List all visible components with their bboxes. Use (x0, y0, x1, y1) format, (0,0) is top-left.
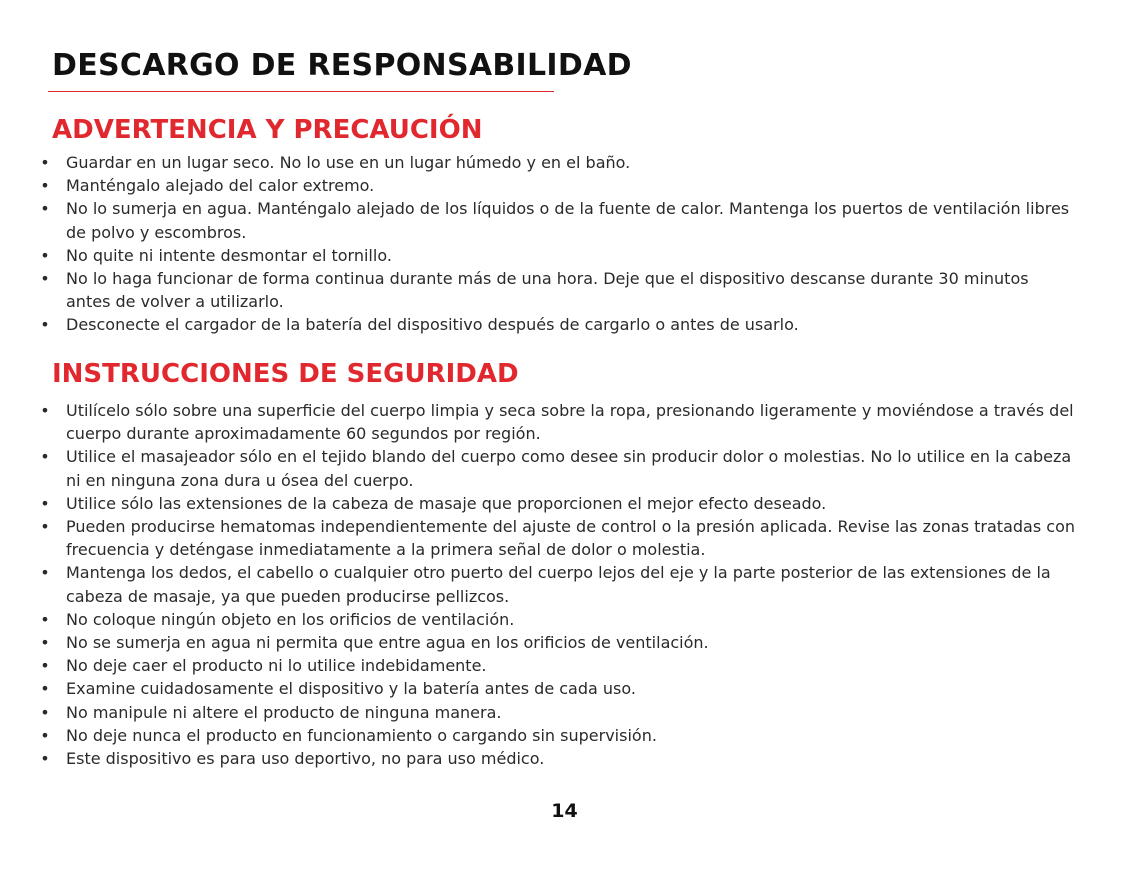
page-number: 14 (551, 800, 578, 822)
bullet-icon: • (40, 401, 50, 420)
bullet-icon: • (40, 315, 50, 335)
list-item (36, 445, 1076, 491)
safety-list (36, 399, 1076, 770)
list-item (36, 515, 1076, 561)
list-item (36, 151, 1076, 174)
list-item-text: No deje caer el producto ni lo utilice indebidamente. (66, 656, 487, 676)
list-item-text: Manténgalo alejado del calor extremo. (66, 176, 375, 196)
list-item (36, 492, 1076, 515)
list-item (36, 747, 1076, 770)
list-item-text: No deje nunca el producto en funcionamiento o cargando sin supervisión. (66, 725, 657, 745)
bullet-icon: • (40, 563, 50, 583)
list-item-text: Examine cuidadosamente el dispositivo y la batería antes de cada uso. (66, 679, 636, 699)
list-item (36, 701, 1076, 724)
list-item (36, 313, 1076, 336)
list-item (36, 174, 1076, 197)
list-item-text: No manipule ni altere el producto de ninguna manera. (66, 702, 502, 722)
list-item-text: No coloque ningún objeto en los orificios de ventilación. (66, 609, 515, 629)
bullet-icon: • (40, 725, 50, 745)
bullet-icon: • (40, 199, 50, 219)
list-item-text: Utilícelo sólo sobre una superficie del cuerpo limpia y seca sobre la ropa, presionando ligeramente y moviéndose a través del cuerpo durante aproximadamente 60 segundos por región. (66, 401, 1074, 444)
list-item (36, 724, 1076, 747)
warning-list (36, 151, 1076, 337)
list-item (36, 561, 1076, 607)
list-item-text: Utilice sólo las extensiones de la cabeza de masaje que proporcionen el mejor efecto deseado. (66, 493, 827, 513)
section-heading-warning: ADVERTENCIA Y PRECAUCIÓN (52, 115, 483, 145)
list-item-text: No lo sumerja en agua. Manténgalo alejado de los líquidos o de la fuente de calor. Mantenga los puertos de ventilación libres de polvo y escombros. (66, 199, 1070, 242)
section-heading-safety: INSTRUCCIONES DE SEGURIDAD (52, 359, 519, 389)
list-item (36, 244, 1076, 267)
list-item-text: Desconecte el cargador de la batería del dispositivo después de cargarlo o antes de usarlo. (66, 315, 799, 335)
page-title: DESCARGO DE RESPONSABILIDAD (52, 48, 632, 83)
list-item-text: No se sumerja en agua ni permita que entre agua en los orificios de ventilación. (66, 633, 709, 653)
bullet-icon: • (40, 633, 50, 653)
list-item (36, 677, 1076, 700)
bullet-icon: • (40, 679, 50, 699)
bullet-icon: • (40, 702, 50, 722)
bullet-icon: • (40, 749, 50, 769)
bullet-icon: • (40, 176, 50, 196)
list-item-text: Este dispositivo es para uso deportivo, no para uso médico. (66, 749, 545, 769)
list-item-text: Pueden producirse hematomas independientemente del ajuste de control o la presión aplicada. Revise las zonas tratadas con frecuencia y deténgase inmediatamente a la primera señal de dolor o molestia. (66, 517, 1075, 560)
list-item (36, 608, 1076, 631)
list-item (36, 267, 1076, 313)
bullet-icon: • (40, 493, 50, 513)
bullet-icon: • (40, 153, 50, 172)
bullet-icon: • (40, 447, 50, 467)
list-item (36, 399, 1076, 445)
list-item (36, 631, 1076, 654)
list-item-text: Guardar en un lugar seco. No lo use en un lugar húmedo y en el baño. (66, 153, 631, 172)
list-item (36, 654, 1076, 677)
bullet-icon: • (40, 609, 50, 629)
bullet-icon: • (40, 517, 50, 537)
list-item (36, 197, 1076, 243)
list-item-text: Utilice el masajeador sólo en el tejido blando del cuerpo como desee sin producir dolor o molestias. No lo utilice en la cabeza ni en ninguna zona dura u ósea del cuerpo. (66, 447, 1072, 490)
list-item-text: Mantenga los dedos, el cabello o cualquier otro puerto del cuerpo lejos del eje y la parte posterior de las extensiones de la cabeza de masaje, ya que pueden producirse pellizcos. (66, 563, 1051, 606)
title-underline (48, 91, 554, 92)
bullet-icon: • (40, 245, 50, 265)
list-item-text: No lo haga funcionar de forma continua durante más de una hora. Deje que el dispositivo descanse durante 30 minutos antes de volver a utilizarlo. (66, 269, 1029, 312)
bullet-icon: • (40, 269, 50, 289)
bullet-icon: • (40, 656, 50, 676)
list-item-text: No quite ni intente desmontar el tornillo. (66, 245, 392, 265)
